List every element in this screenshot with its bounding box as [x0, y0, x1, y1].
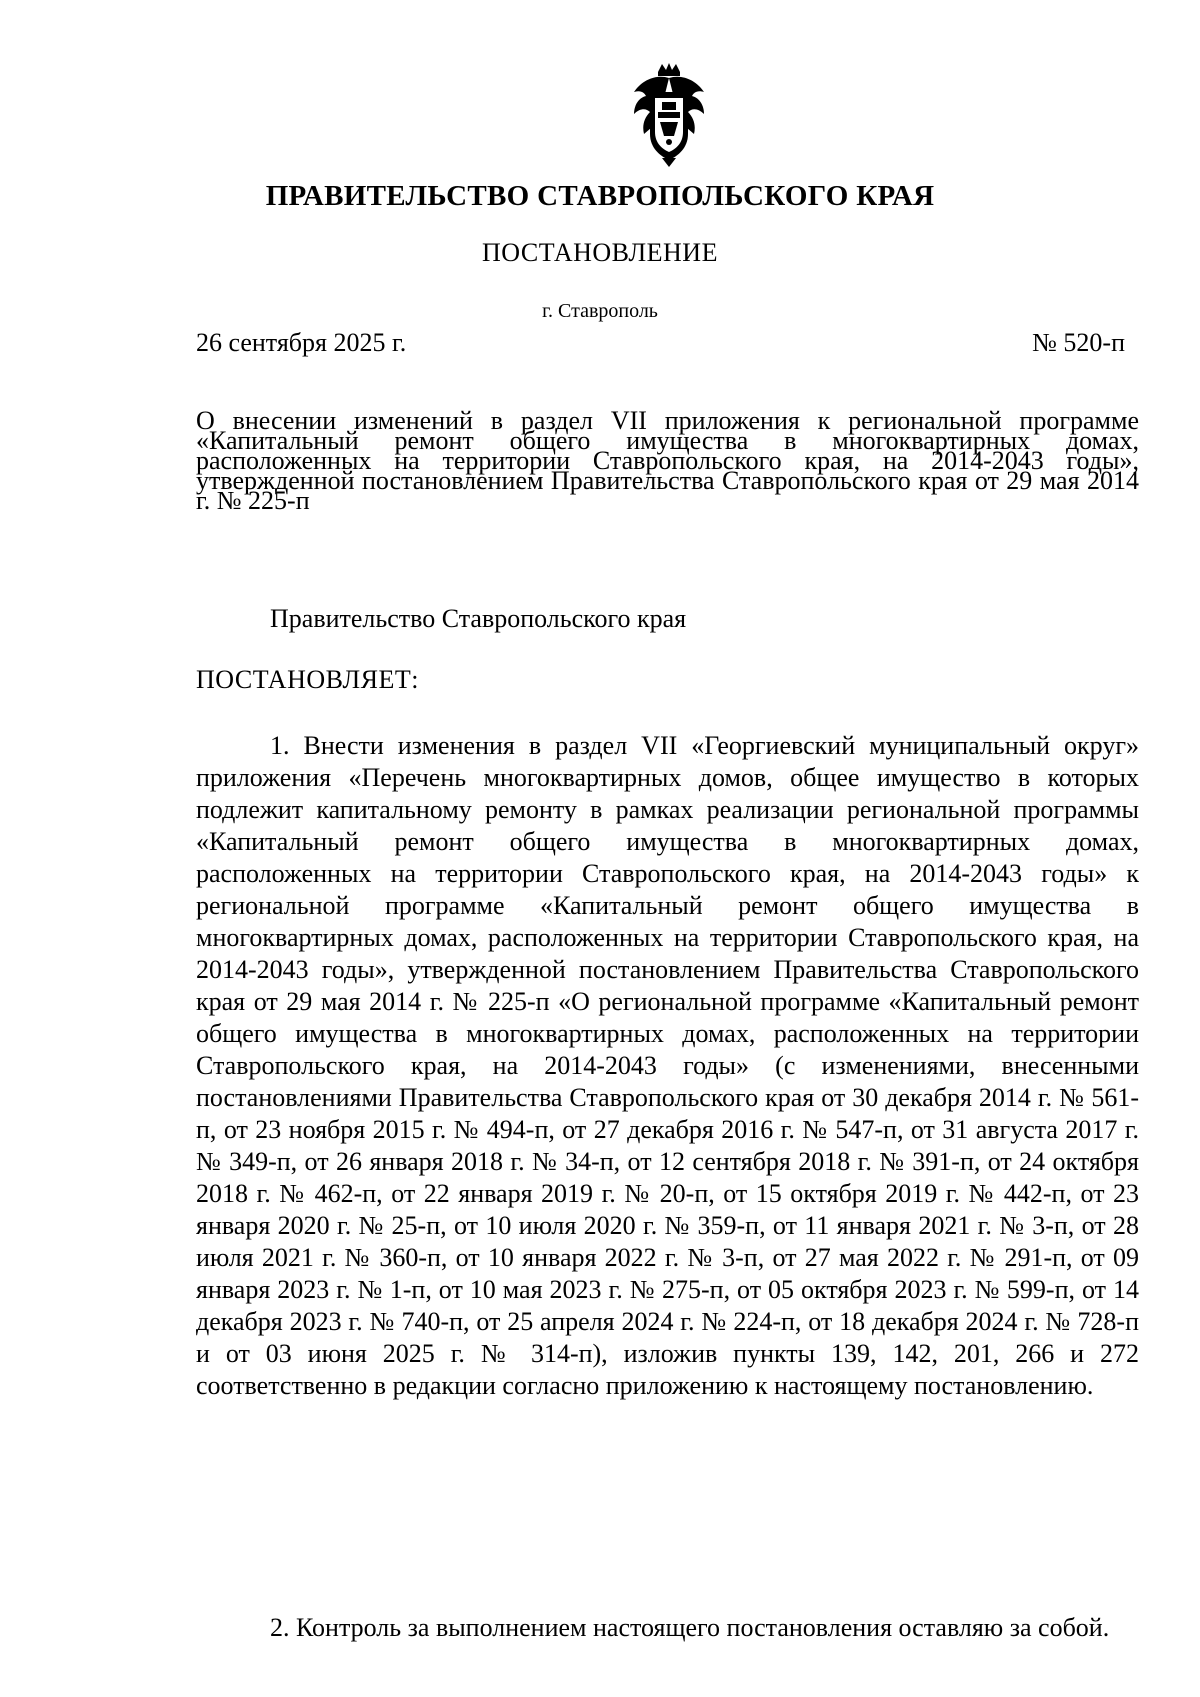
resolves-heading: ПОСТАНОВЛЯЕТ:	[196, 665, 419, 694]
document-type: ПОСТАНОВЛЕНИЕ	[482, 238, 718, 267]
city: г. Ставрополь	[542, 300, 658, 322]
document-date: 26 сентября 2025 г.	[196, 328, 407, 357]
coat-of-arms-icon	[628, 62, 710, 168]
paragraph-2: 2. Контроль за выполнением настоящего постановления оставляю за собой.	[270, 1613, 1110, 1642]
document-subject: О внесении изменений в раздел VII приложения к региональной программе «Капитальный ремонт общего имущества в многоквартирных домах, расположенных на территории Ставропольского края, на 2014-2043 годы», утвержденной постановлением Правительства Ставропольского края от 29 мая 2014 г. № 225-п	[196, 406, 1139, 515]
government-name: ПРАВИТЕЛЬСТВО СТАВРОПОЛЬСКОГО КРАЯ	[265, 180, 935, 212]
paragraph-1: 1. Внести изменения в раздел VII «Георгиевский муниципальный округ» приложения «Перечень многоквартирных домов, общее имущество в которых подлежит капитальному ремонту в рамках реализации региональной программы «Капитальный ремонт общего имущества в многоквартирных домах, расположенных на территории Ставропольского края, на 2014-2043 годы» к региональной программе «Капитальный ремонт общего имущества в многоквартирных домах, расположенных на территории Ставропольского края, на 2014-2043 годы», утвержденной постановлением Правительства Ставропольского края от 29 мая 2014 г. № 225-п «О региональной программе «Капитальный ремонт общего имущества в многоквартирных домах, расположенных на территории Ставропольского края, на 2014-2043 годы» (с изменениями, внесенными постановлениями Правительства Ставропольского края от 30 декабря 2014 г. № 561-п, от 23 ноября 2015 г. № 494-п, от 27 декабря 2016 г. № 547-п, от 31 августа 2017 г. № 349-п, от 26 января 2018 г. № 34-п, от 12 сентября 2018 г. № 391-п, от 24 октября 2018 г. № 462-п, от 22 января 2019 г. № 20-п, от 15 октября 2019 г. № 442-п, от 23 января 2020 г. № 25-п, от 10 июля 2020 г. № 359-п, от 11 января 2021 г. № 3-п, от 28 июля 2021 г. № 360-п, от 10 января 2022 г. № 3-п, от 27 мая 2022 г. № 291-п, от 09 января 2023 г. № 1-п, от 10 мая 2023 г. № 275-п, от 05 октября 2023 г. № 599-п, от 14 декабря 2023 г. № 740-п, от 25 апреля 2024 г. № 224-п, от 18 декабря 2024 г. № 728-п и от 03 июня 2025 г. № 314-п), изложив пункты 139, 142, 201, 266 и 272 соответственно в редакции согласно приложению к настоящему постановлению.	[196, 731, 1139, 1400]
preamble: Правительство Ставропольского края	[270, 604, 687, 633]
document-number: № 520-п	[1032, 328, 1125, 357]
